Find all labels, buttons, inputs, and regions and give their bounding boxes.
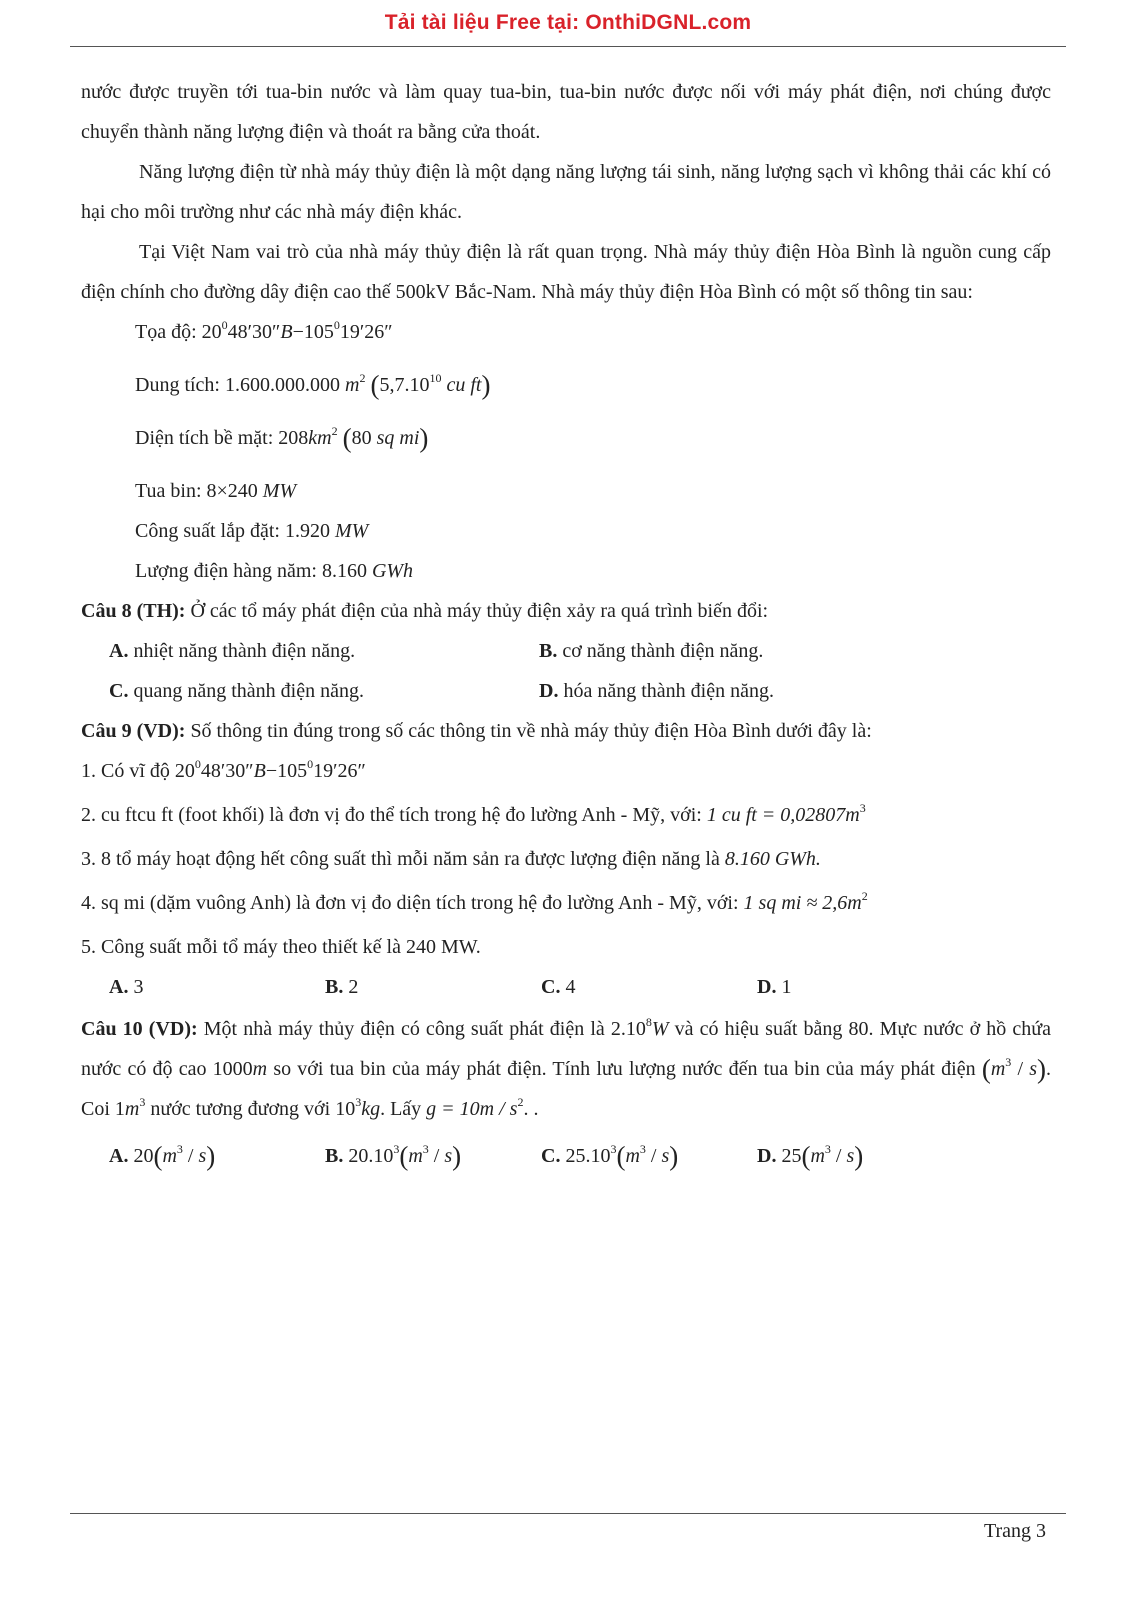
plant-info-list [135, 312, 1051, 591]
option-b[interactable]: B. 2 [325, 976, 359, 998]
statement-2: 2. cu ftcu ft (foot khối) là đơn vị đo thể tích trong hệ đo lường Anh - Mỹ, với: 1 cu ft = $0,02807m^3$ [81, 801, 866, 826]
document-body [81, 72, 1051, 1183]
statement-4: 4. sq mi (dặm vuông Anh) là đơn vị đo diện tích trong hệ đo lường Anh - Mỹ, với: 1 sq mi ≈ $2,6m^2$ [81, 889, 868, 914]
intro-paragraph-1: nước được truyền tới tua-bin nước và làm quay tua-bin, tua-bin nước được nối với máy phát điện, nơi chúng được chuyển thành năng lượng điện và thoát ra bằng cửa thoát. [81, 81, 1051, 143]
intro-paragraph-3: Tại Việt Nam vai trò của nhà máy thủy điện là rất quan trọng. Nhà máy thủy điện Hòa Bình là nguồn cung cấp điện chính cho đường dây điện cao thế 500kV Bắc-Nam. Nhà máy thủy điện Hòa Bình có một số thông tin sau: [81, 241, 1051, 303]
info-annual-energy: Lượng điện hàng năm: 8.160 GWh [135, 560, 414, 582]
info-coordinates: Tọa độ: $20^048'30''B-105^019'26''$ [135, 318, 393, 343]
question-9: Câu 9 (VD): Số thông tin đúng trong số các thông tin về nhà máy thủy điện Hòa Bình dưới đây là: [81, 720, 872, 742]
option-a[interactable]: A. $20(m^3 / s)$ [109, 1141, 216, 1171]
statement-5: 5. Công suất mỗi tổ máy theo thiết kế là 240 MW. [81, 936, 481, 958]
info-turbine: Tua bin: 8×240 MW [135, 480, 297, 502]
option-b[interactable]: B. cơ năng thành điện năng. [539, 640, 764, 662]
option-b[interactable]: B. $20.10^3(m^3 / s)$ [325, 1141, 462, 1171]
question-9-options [109, 967, 1051, 1007]
option-a[interactable]: A. nhiệt năng thành điện năng. [109, 640, 356, 662]
option-c[interactable]: C. 4 [541, 976, 576, 998]
intro-paragraph-2: Năng lượng điện từ nhà máy thủy điện là một dạng năng lượng tái sinh, năng lượng sạch vì không thải các khí có hại cho môi trường như các nhà máy điện khác. [81, 161, 1051, 223]
statement-3: 3. 8 tổ máy hoạt động hết công suất thì mỗi năm sản ra được lượng điện năng là 8.160 GWh. [81, 848, 821, 870]
question-8-options-row-1 [109, 631, 1051, 671]
question-8: Câu 8 (TH): Ở các tổ máy phát điện của nhà máy thủy điện xảy ra quá trình biến đổi: [81, 600, 769, 622]
question-8-options-row-2 [109, 671, 1051, 711]
statement-1: 1. Có vĩ độ $20^048'30''B-105^019'26''$ [81, 757, 366, 782]
info-installed-power: Công suất lắp đặt: 1.920 MW [135, 520, 369, 542]
option-d[interactable]: D. $25(m^3 / s)$ [757, 1141, 864, 1171]
option-c[interactable]: C. $25.10^3(m^3 / s)$ [541, 1141, 679, 1171]
option-d[interactable]: D. hóa năng thành điện năng. [539, 680, 774, 702]
info-capacity: Dung tích: 1.600.000.000 $m^2$ (5,7.10$^{10}$ cu ft) [135, 370, 491, 400]
header-link[interactable]: Tải tài liệu Free tại: OnthiDGNL.com [384, 11, 752, 34]
option-c[interactable]: C. quang năng thành điện năng. [109, 680, 364, 702]
question-10-options [109, 1129, 1051, 1183]
page-header [70, 8, 1066, 47]
option-d[interactable]: D. 1 [757, 976, 792, 998]
info-surface-area: Diện tích bề mặt: $208km^2$ (80 sq mi) [135, 423, 429, 453]
footer-divider [70, 1513, 1066, 1514]
page-number: Trang 3 [983, 1520, 1046, 1542]
question-10: Câu 10 (VD): Một nhà máy thủy điện có công suất phát điện là 2.10$^8$W và có hiệu suất bằng 80. Mực nước ở hồ chứa nước có độ cao 1000m so với tua bin của máy phát điện. Tính lưu lượng nước đến tua bin của máy phát điện $(m^3 / s)$. Coi $1m^3$ nước tương đương với $10^3kg$. Lấy $g = 10m / s^2$. . [81, 1015, 1051, 1120]
option-a[interactable]: A. 3 [109, 976, 144, 998]
